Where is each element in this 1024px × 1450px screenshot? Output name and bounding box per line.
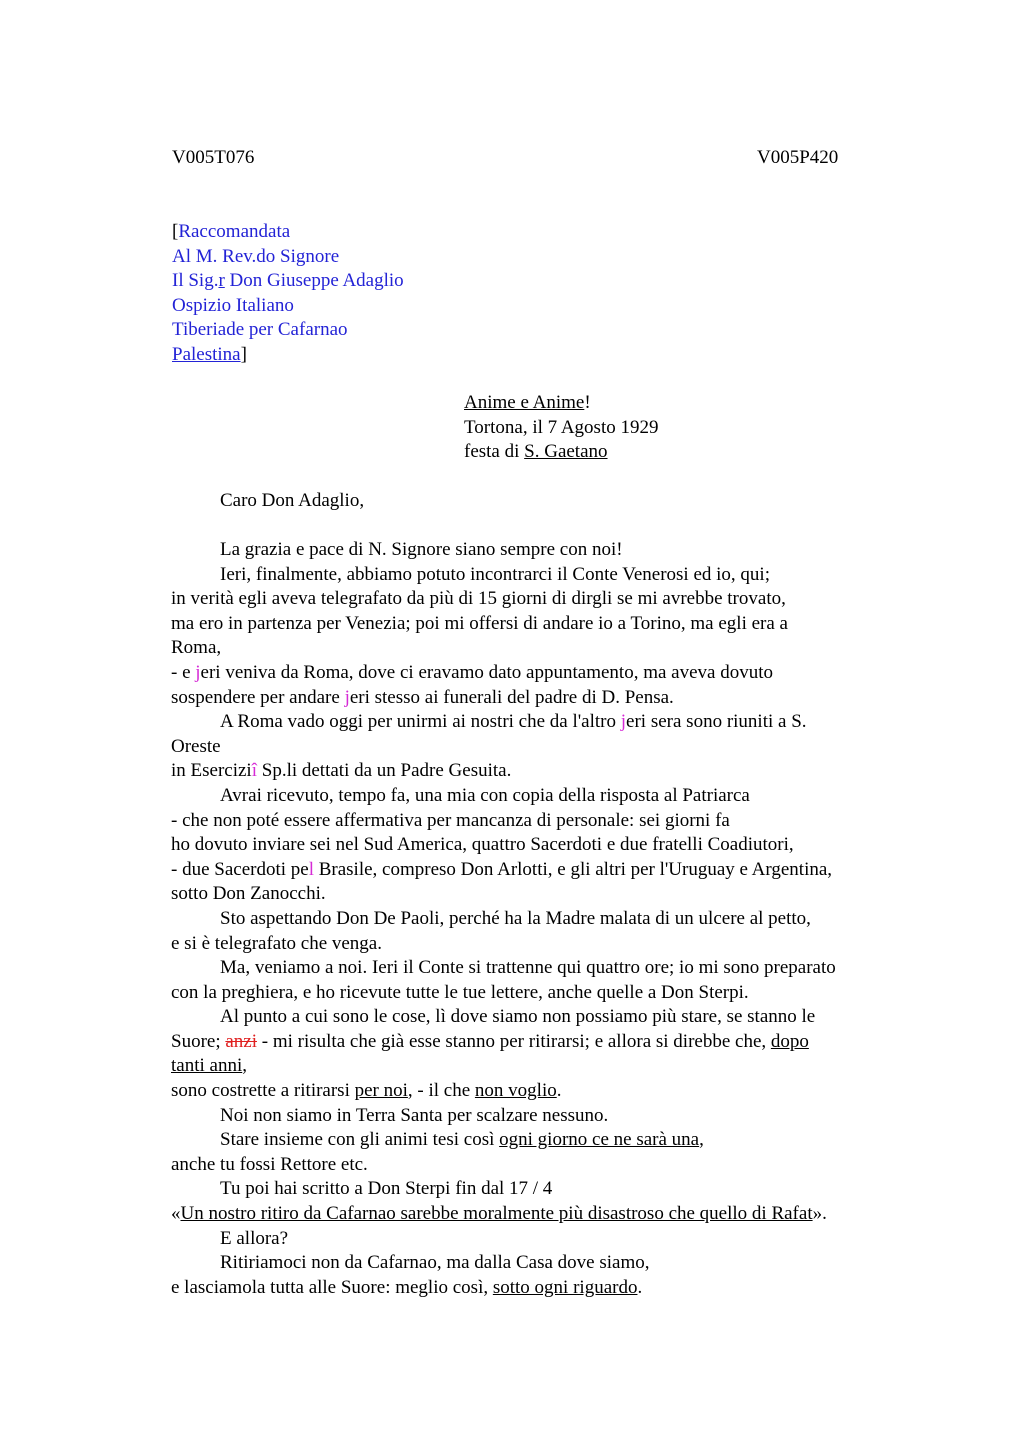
text-line: tanti anni, [171, 1055, 247, 1077]
text-line: - e jeri veniva da Roma, dove ci eravamo dato appuntamento, ma aveva dovuto [171, 661, 773, 683]
quotation-line: «Un nostro ritiro da Cafarnao sarebbe moralmente più disastroso che quello di Rafat». [171, 1203, 827, 1225]
text-line: Stare insieme con gli animi tesi così ogni giorno ce ne sarà una, [220, 1129, 704, 1151]
address-line: Al M. Rev.do Signore [172, 245, 340, 267]
text-line: Noi non siamo in Terra Santa per scalzare nessuno. [220, 1104, 609, 1126]
text-line: anche tu fossi Rettore etc. [171, 1153, 368, 1175]
text-line: Tu poi hai scritto a Don Sterpi fin dal 17 / 4 [220, 1178, 553, 1200]
salutation: Caro Don Adaglio, [220, 490, 365, 511]
text-line: e si è telegrafato che venga. [171, 932, 382, 954]
feast-day: festa di S. Gaetano [464, 441, 608, 463]
address-registered: Raccomandata [178, 221, 291, 242]
text-line: Avrai ricevuto, tempo fa, una mia con copia della risposta al Patriarca [220, 784, 750, 806]
text-line: in Eserciziî Sp.li dettati da un Padre Gesuita. [171, 760, 512, 782]
text-line: - due Sacerdoti pel Brasile, compreso Don Arlotti, e gli altri per l'Uruguay e Argentina, [171, 858, 833, 880]
text-line: Ritiriamoci non da Cafarnao, ma dalla Casa dove siamo, [220, 1252, 650, 1274]
text-line: sospendere per andare jeri stesso ai funerali del padre di D. Pensa. [171, 686, 674, 708]
address-line: Il Sig.r Don Giuseppe Adaglio [172, 270, 404, 292]
date-block [464, 391, 658, 465]
text-line: Sto aspettando Don De Paoli, perché ha la Madre malata di un ulcere al petto, [220, 907, 811, 929]
text-line: ma ero in partenza per Venezia; poi mi offersi di andare io a Torino, ma egli era a [171, 612, 788, 634]
address-line: Ospizio Italiano [172, 294, 294, 316]
text-line: La grazia e pace di N. Signore siano sempre con noi! [220, 539, 623, 560]
text-line: Oreste [171, 735, 221, 757]
text-line: Ma, veniamo a noi. Ieri il Conte si trattenne qui quattro ore; io mi sono preparato [220, 957, 836, 979]
text-line: Ieri, finalmente, abbiamo potuto incontrarci il Conte Venerosi ed io, qui; [220, 563, 770, 585]
address-line: Tiberiade per Cafarnao [172, 319, 348, 341]
motto: Anime e Anime! [464, 392, 591, 413]
text-line: sono costrette a ritirarsi per noi, - il che non voglio. [171, 1080, 562, 1102]
address-line: [Raccomandata [172, 221, 291, 242]
text-line: Suore; anzi - mi risulta che già esse stanno per ritirarsi; e allora si direbbe che, dopo [171, 1030, 809, 1052]
address-country: Palestina [172, 343, 241, 365]
letter-body [171, 538, 901, 1300]
text-line: E allora? [220, 1227, 289, 1249]
document-code-right: V005P420 [757, 147, 839, 168]
text-line: sotto Don Zanocchi. [171, 883, 326, 905]
text-line: Al punto a cui sono le cose, lì dove siamo non possiamo più stare, se stanno le [220, 1006, 816, 1028]
address-line: Palestina] [172, 343, 247, 365]
text-line: ho dovuto inviare sei nel Sud America, quattro Sacerdoti e due fratelli Coadiutori, [171, 834, 794, 856]
document-code-left: V005T076 [172, 147, 255, 168]
text-line: in verità egli aveva telegrafato da più di 15 giorni di dirgli se mi avrebbe trovato, [171, 588, 786, 610]
text-line: - che non poté essere affermativa per mancanza di personale: sei giorni fa [171, 809, 730, 831]
address-block [172, 220, 404, 368]
place-date: Tortona, il 7 Agosto 1929 [464, 416, 659, 438]
text-line: e lasciamola tutta alle Suore: meglio così, sotto ogni riguardo. [171, 1276, 643, 1298]
text-line: A Roma vado oggi per unirmi ai nostri che da l'altro jeri sera sono riuniti a S. [220, 711, 807, 733]
deleted-word: anzi [225, 1030, 258, 1052]
text-line: con la preghiera, e ho ricevute tutte le tue lettere, anche quelle a Don Sterpi. [171, 981, 749, 1003]
text-line: Roma, [171, 637, 222, 659]
